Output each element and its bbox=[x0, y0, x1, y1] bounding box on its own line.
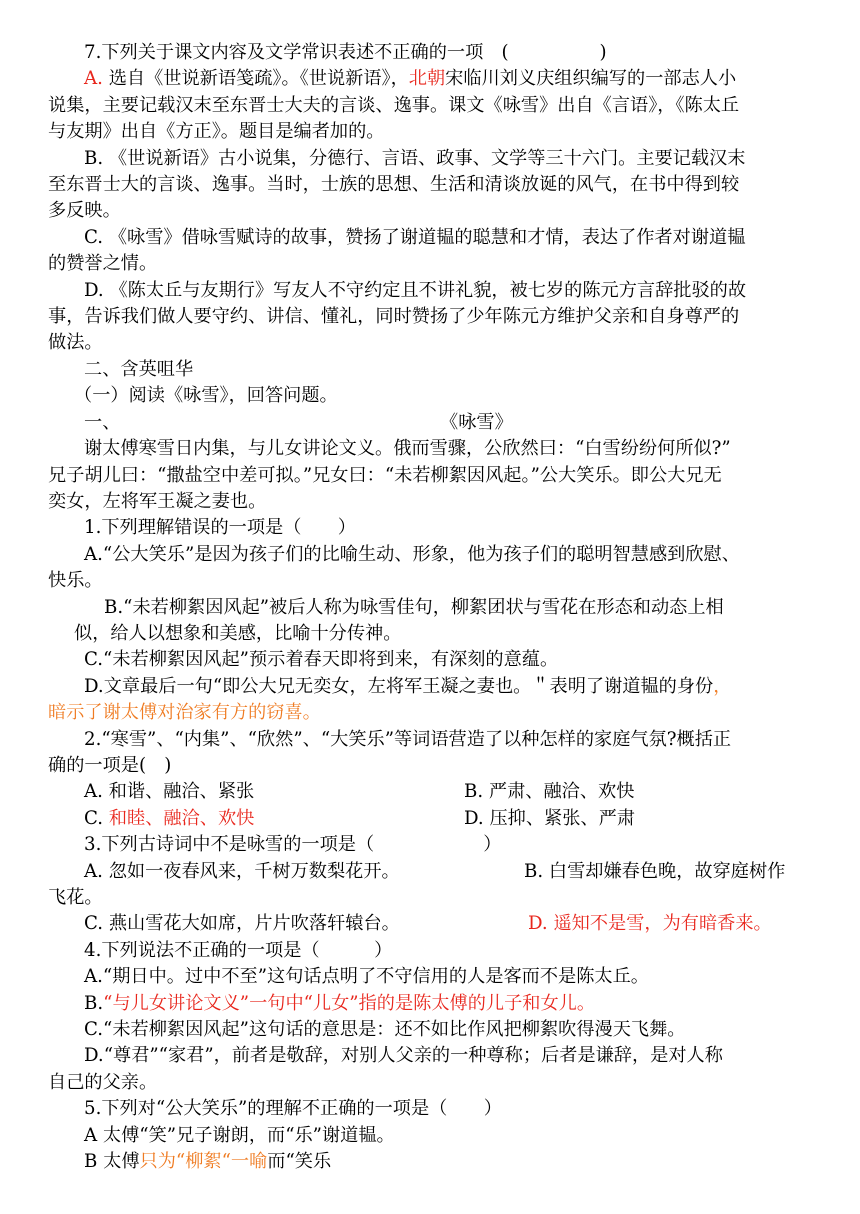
question-5-option-b bbox=[48, 1149, 818, 1175]
question-3-option-b: B. 白雪却嫌春色晚，故穿庭树作 bbox=[524, 860, 786, 882]
option-a-text-cont: 宋临川刘义庆组织编写的一部志人小 bbox=[445, 68, 737, 90]
question-2-option-c bbox=[84, 806, 464, 832]
passage-line: 兄子胡儿曰：“撒盐空中差可拟。”兄女曰：“未若柳絮因风起。”公大笑乐。即公大兄无 bbox=[48, 464, 722, 486]
question-1-option-a-line2: 快乐。 bbox=[48, 570, 103, 592]
option-b-label: B. bbox=[84, 992, 104, 1014]
question-3-option-d: D. 遥知不是雪，为有暗香来。 bbox=[528, 913, 772, 935]
passage-title-row bbox=[48, 410, 818, 436]
question-7-option-c-line2: 的赞誉之情。 bbox=[48, 253, 158, 275]
question-2-option-a: A. 和谐、融洽、紧张 bbox=[84, 781, 255, 803]
passage-title: 《咏雪》 bbox=[440, 411, 513, 433]
question-3-option-c: C. 燕山雪花大如席，片片吹落轩辕台。 bbox=[84, 913, 400, 935]
question-1-title: 1.下列理解错误的一项是（ ） bbox=[84, 517, 356, 539]
question-7-option-a bbox=[48, 66, 818, 92]
question-4-option-d: D.“尊君”“家君”，前者是敬辞，对别人父亲的一种尊称；后者是谦辞，是对人称 bbox=[84, 1045, 723, 1067]
question-4-option-b bbox=[48, 991, 818, 1017]
question-7-option-d: D. 《陈太丘与友期行》写友人不守约定且不讲礼貌，被七岁的陈元方言辞批驳的故 bbox=[84, 279, 747, 301]
question-7-option-d-line3: 做法。 bbox=[48, 332, 103, 354]
question-3-option-b-line2: 飞花。 bbox=[48, 887, 103, 908]
highlight-beichao: 北朝 bbox=[408, 68, 446, 90]
question-2-option-b: B. 严肃、融洽、欢快 bbox=[464, 781, 635, 803]
question-1-option-c: C.“未若柳絮因风起”预示着春天即将到来，有深刻的意蕴。 bbox=[84, 649, 559, 671]
question-4-title: 4.下列说法不正确的一项是（ ） bbox=[84, 939, 393, 961]
option-b-highlight: 只为“柳絮“一喻 bbox=[139, 1151, 268, 1173]
question-2-title-line2: 确的一项是( ) bbox=[48, 754, 172, 776]
question-2-title: 2.“寒雪”、“内集”、“欣然”、“大笑乐”等词语营造了以种怎样的家庭气氛?概括正 bbox=[84, 728, 732, 750]
question-1-option-b: B.“未若柳絮因风起”被后人称为咏雪佳句，柳絮团状与雪花在形态和动态上相 bbox=[104, 596, 724, 618]
question-7-option-d-line2: 事，告诉我们做人要守约、讲信、懂礼，同时赞扬了少年陈元方维护父亲和自身尊严的 bbox=[48, 306, 740, 328]
passage-number: 一、 bbox=[84, 411, 121, 433]
passage-line: 奕女，左将军王凝之妻也。 bbox=[48, 490, 267, 512]
question-5-title: 5.下列对“公大笑乐”的理解不正确的一项是（ ） bbox=[84, 1098, 502, 1120]
option-d-comma: ， bbox=[713, 675, 732, 697]
option-a-text: 选自《世说新语笺疏》。《世说新语》， bbox=[102, 68, 409, 90]
question-7-option-a-line3: 与友期》出自《方正》。题目是编者加的。 bbox=[48, 121, 385, 143]
question-4-option-d-line2: 自己的父亲。 bbox=[48, 1071, 158, 1093]
question-4-option-c: C.“未若柳絮因风起”这句话的意思是：还不如比作风把柳絮吹得漫天飞舞。 bbox=[84, 1019, 686, 1041]
option-b-answer: “与儿女讲论文义”一句中“儿女”指的是陈太傅的儿子和女儿。 bbox=[103, 992, 596, 1014]
question-7-option-b-line2: 至东晋士大的言谈、逸事。当时，士族的思想、生活和清谈放诞的风气，在书中得到较 bbox=[48, 174, 740, 196]
question-1-option-a: A.“公大笑乐”是因为孩子们的比喻生动、形象，他为孩子们的聪明智慧感到欣慰、 bbox=[84, 543, 740, 565]
section-heading: 二、含英咀华 bbox=[84, 358, 194, 380]
question-2-options-row-2 bbox=[48, 806, 818, 832]
question-2-options-row-1 bbox=[48, 779, 818, 805]
question-4-option-a: A.“期日中。过中不至”这句话点明了不守信用的人是客而不是陈太丘。 bbox=[84, 966, 649, 988]
question-2-option-d: D. 压抑、紧张、严肃 bbox=[464, 807, 635, 829]
question-7-option-c: C. 《咏雪》借咏雪赋诗的故事，赞扬了谢道韫的聪慧和才情，表达了作者对谢道韫 bbox=[84, 226, 746, 248]
option-c-label: C. bbox=[84, 807, 109, 829]
option-a-label: A. bbox=[84, 68, 103, 90]
question-1-option-d bbox=[48, 674, 818, 700]
question-3-title: 3.下列古诗词中不是咏雪的一项是（ ） bbox=[84, 834, 502, 856]
option-b-text: B 太傅 bbox=[84, 1151, 140, 1173]
question-3-options-row-1 bbox=[48, 859, 818, 885]
question-1-option-d-line2: 暗示了谢太傅对治家有方的窃喜。 bbox=[48, 702, 321, 724]
question-1-option-b-line2: 似，给人以想象和美感，比喻十分传神。 bbox=[74, 622, 402, 644]
question-3-options-row-2 bbox=[48, 911, 818, 937]
document-page bbox=[48, 40, 818, 1175]
option-c-answer: 和睦、融洽、欢快 bbox=[108, 807, 255, 829]
question-3-option-a: A. 忽如一夜春风来，千树万数梨花开。 bbox=[84, 860, 400, 882]
question-5-option-a: A 太傅“笑”兄子谢朗，而“乐”谢道韫。 bbox=[84, 1124, 395, 1146]
passage-line: 谢太傅寒雪日内集，与儿女讲论文义。俄而雪骤，公欣然曰：“白雪纷纷何所似?” bbox=[84, 438, 731, 460]
subsection-heading: （一）阅读《咏雪》，回答问题。 bbox=[74, 385, 338, 407]
question-7-option-b: B. 《世说新语》古小说集，分德行、言语、政事、文学等三十六门。主要记载汉末 bbox=[84, 147, 746, 169]
question-7-option-b-line3: 多反映。 bbox=[48, 200, 121, 222]
question-7-title: 7.下列关于课文内容及文学常识表述不正确的一项 ( ) bbox=[84, 42, 607, 63]
option-b-text-cont: 而“笑乐 bbox=[267, 1151, 332, 1173]
option-d-text: D.文章最后一句“即公大兄无奕女，左将军王凝之妻也。＂表明了谢道韫的身份 bbox=[84, 675, 714, 697]
question-7-option-a-line2: 说集，主要记载汉末至东晋士大夫的言谈、逸事。课文《咏雪》出自《言语》，《陈太丘 bbox=[48, 94, 740, 116]
